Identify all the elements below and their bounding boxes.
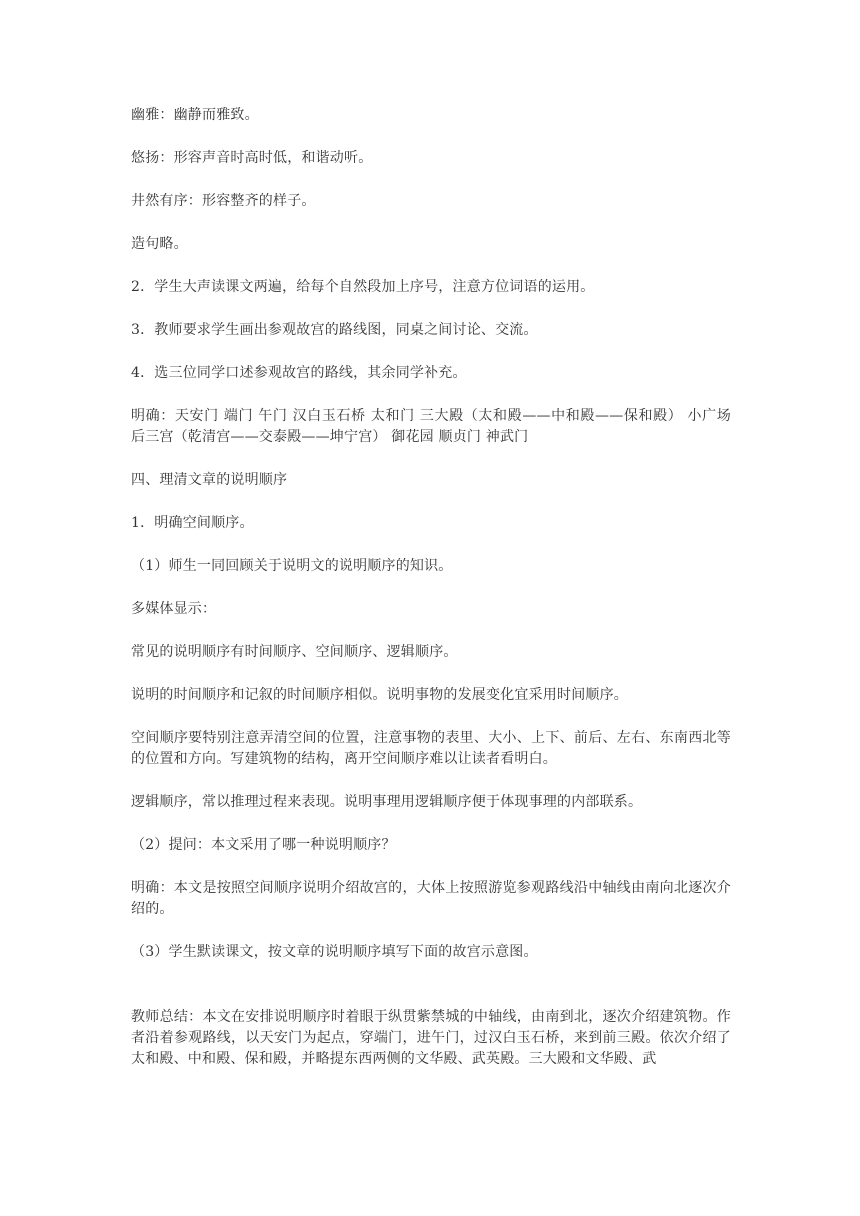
section-heading-4: 四、理清文章的说明顺序: [131, 472, 288, 488]
paragraph-spatial-order: 空间顺序要特别注意弄清空间的位置，注意事物的表里、大小、上下、前后、左右、东南西北等的位置和方向。写建筑物的结构，离开空间顺序难以让读者看明白。: [131, 730, 731, 767]
paragraph-step-2: 2．学生大声读课文两遍，给每个自然段加上序号，注意方位词语的运用。: [131, 279, 595, 295]
paragraph-jingranyouxu: 井然有序：形容整齐的样子。: [131, 193, 316, 209]
document-page: [131, 105, 731, 1092]
paragraph-space-order: 1．明确空间顺序。: [131, 515, 254, 531]
paragraph-time-order: 说明的时间顺序和记叙的时间顺序相似。说明事物的发展变化宜采用时间顺序。: [131, 687, 628, 703]
paragraph-zaoju: 造句略。: [131, 236, 188, 252]
paragraph-step-4: 4．选三位同学口述参观故宫的路线，其余同学补充。: [131, 365, 467, 381]
paragraph-review: （1）师生一同回顾关于说明文的说明顺序的知识。: [131, 558, 453, 574]
paragraph-answer: 明确：本文是按照空间顺序说明介绍故宫的，大体上按照游览参观路线沿中轴线由南向北逐次介绍的。: [131, 880, 731, 917]
blank-space: [131, 985, 731, 1007]
paragraph-teacher-summary: 教师总结：本文在安排说明顺序时着眼于纵贯紫禁城的中轴线，由南到北，逐次介绍建筑物。作者沿着参观路线，以天安门为起点，穿端门，进午门，过汉白玉石桥，来到前三殿。依次介绍了太和殿、中和殿、保和殿，并略提东西两侧的文华殿、武英殿。三大殿和文华殿、武: [131, 1009, 731, 1067]
paragraph-youya: 幽雅：幽静而雅致。: [131, 107, 259, 123]
paragraph-multimedia: 多媒体显示：: [131, 601, 217, 617]
paragraph-logical-order: 逻辑顺序，常以推理过程来表现。说明事理用逻辑顺序便于体现事理的内部联系。: [131, 794, 643, 810]
paragraph-common-orders: 常见的说明顺序有时间顺序、空间顺序、逻辑顺序。: [131, 644, 458, 660]
paragraph-route-answer: 明确：天安门 端门 午门 汉白玉石桥 太和门 三大殿（太和殿——中和殿——保和殿） 小广场 后三宫（乾清宫——交泰殿——坤宁宫） 御花园 顺贞门 神武门: [131, 408, 731, 445]
paragraph-youyang: 悠扬：形容声音时高时低，和谐动听。: [131, 150, 373, 166]
paragraph-silent-reading: （3）学生默读课文，按文章的说明顺序填写下面的故宫示意图。: [131, 944, 538, 960]
paragraph-step-3: 3．教师要求学生画出参观故宫的路线图，同桌之间讨论、交流。: [131, 322, 538, 338]
paragraph-question: （2）提问：本文采用了哪一种说明顺序？: [131, 837, 396, 853]
